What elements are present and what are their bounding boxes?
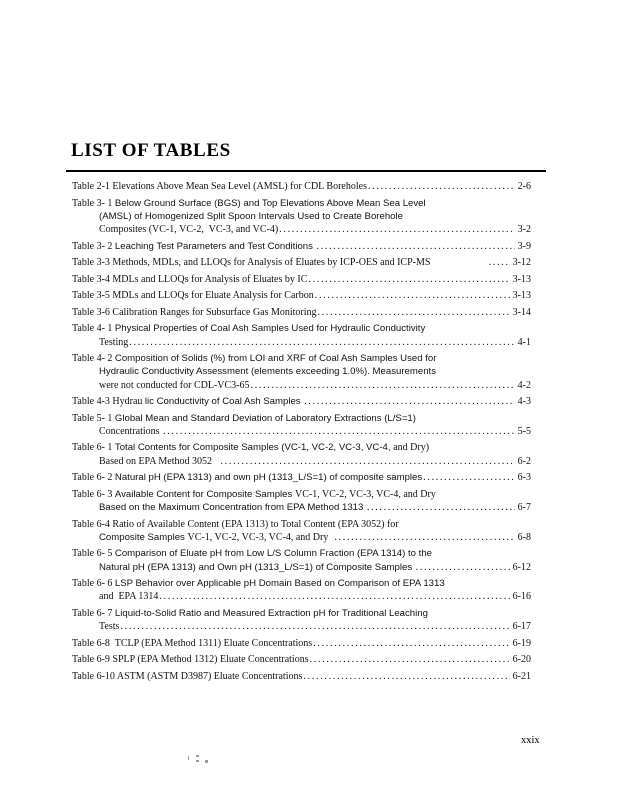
toc-text-segment: Liquid-to-Solid Ratio and Measured Extraction pH for Traditional Leaching: [114, 607, 428, 619]
dot-leader: [303, 670, 509, 683]
page-ref: 6-21: [512, 670, 531, 682]
toc-text-segment: [301, 395, 304, 408]
toc-text-segment: Leaching Test Parameters and Test Conditions: [114, 240, 313, 252]
toc-text-segment: Tests: [99, 621, 120, 633]
toc-line: [72, 670, 531, 683]
toc-line: [72, 412, 531, 425]
page-ref: 4-2: [517, 379, 531, 391]
toc-text-segment: Table 4- 1: [72, 323, 115, 335]
toc-text-segment: Table 3-4 MDLs and LLOQs for Analysis of Eluates by IC: [72, 273, 308, 285]
toc-text-segment: Table 4- 2: [72, 353, 115, 365]
toc-text-segment: and EPA 1314: [99, 591, 159, 603]
toc-text-segment: Table 4-3 Hydrau: [72, 396, 145, 408]
toc-entry: [72, 518, 531, 544]
toc-entry: [72, 547, 531, 573]
toc-line: [72, 607, 531, 620]
toc-text-segment: Table 6-4 Ratio of Available Content (EPA 1313) to Total Content (EPA 3052) for: [72, 518, 399, 530]
toc-line: [72, 501, 531, 514]
toc-line: [72, 352, 531, 365]
toc-entry: [72, 197, 531, 237]
page-ref: 3-14: [512, 306, 531, 318]
page-ref: 6-2: [517, 455, 531, 467]
toc-text-segment: Global Mean and Standard Deviation of Laboratory Extractions (L/S=1): [114, 412, 416, 424]
toc-line: [72, 441, 531, 454]
dot-leader: [159, 590, 509, 603]
toc-entry: [72, 577, 531, 603]
toc-text-segment: Table 6- 7: [72, 607, 115, 619]
toc-entry: [72, 240, 531, 253]
toc-entry: [72, 488, 531, 514]
toc-text-segment: Total Contents for Composite Samples (VC-1, VC-2, VC-3, VC-4,: [114, 442, 394, 454]
toc-line: [72, 306, 531, 319]
toc-line: [72, 425, 531, 438]
page-ref: 3-12: [512, 257, 531, 269]
page-ref: 5-5: [517, 425, 531, 437]
page-ref: 6-19: [512, 637, 531, 649]
dot-leader: [251, 379, 515, 392]
toc-text-segment: LSP Behavior over Applicable pH Domain Based on Comparison of EPA 1313: [114, 578, 445, 590]
toc-line: [72, 531, 531, 544]
page-ref: 6-8: [517, 531, 531, 543]
toc-line: [72, 577, 531, 590]
header-rule-divider: [66, 170, 546, 172]
toc-text-segment: Below Ground Surface (BGS) and Top Elevations Above Mean Sea Level: [114, 197, 426, 209]
page-ref: 6-16: [512, 591, 531, 603]
toc-text-segment: Table 6- 6: [72, 578, 115, 590]
toc-text-segment: Comparison of Eluate pH from Low L/S Column Fraction (EPA 1314) to the: [114, 548, 433, 560]
toc-line: [72, 240, 531, 253]
page-ref: 2-6: [517, 181, 531, 192]
toc-line: [72, 180, 531, 193]
toc-text-segment: Table 3-6 Calibration Ranges for Subsurface Gas Monitoring: [72, 306, 317, 318]
toc-text-segment: Table 3- 2: [72, 240, 115, 252]
toc-text-segment: Composite Samples: [99, 531, 188, 543]
toc-entry: [72, 256, 531, 269]
toc-entry: [72, 306, 531, 319]
toc-line: [72, 518, 531, 531]
toc-entry: [72, 471, 531, 484]
toc-text-segment: lic Conductivity of Coal Ash Samples: [144, 396, 301, 408]
toc-entry: [72, 289, 531, 302]
page-ref: 4-1: [517, 336, 531, 348]
toc-line: [72, 210, 531, 223]
toc-entry: [72, 653, 531, 666]
dot-leader: [318, 306, 510, 319]
toc-text-segment: Table 6- 1: [72, 442, 115, 454]
toc-line: [72, 471, 531, 484]
toc-text-segment: Natural pH (EPA 1313) and own pH (1313_L/S=1) of composite samples: [114, 472, 423, 484]
toc-line: [72, 223, 531, 236]
toc-text-segment: Table 6-9 SPLP (EPA Method 1312) Eluate Concentrations: [72, 654, 309, 666]
toc-entry: [72, 395, 531, 408]
toc-text-segment: [313, 240, 316, 253]
toc-line: [72, 336, 531, 349]
dot-leader: [313, 637, 509, 650]
footer-artifact-mark: [188, 756, 189, 760]
page-ref: 6-3: [517, 472, 531, 484]
dot-leader: [129, 336, 514, 349]
toc-line: [72, 365, 531, 378]
dot-leader: [315, 289, 510, 302]
toc-text-segment: Composites (VC-1, VC-2, VC-3, and VC-4): [99, 223, 279, 235]
page-ref: 3-2: [517, 223, 531, 235]
dot-leader: [163, 425, 515, 438]
dot-leader-short: .....: [488, 257, 510, 269]
dot-leader: [368, 180, 515, 193]
toc-text-segment: [412, 561, 415, 574]
toc-line: [72, 653, 531, 666]
toc-line: [72, 561, 531, 574]
toc-text-segment: Physical Properties of Coal Ash Samples Used for Hydraulic Conductivity: [114, 323, 426, 335]
toc-text-segment: Table 2-1 Elevations Above Mean Sea Level (AMSL) for CDL Boreholes: [72, 181, 367, 192]
dot-leader: [334, 531, 514, 544]
toc-line: [72, 197, 531, 210]
dot-leader: [423, 471, 514, 484]
toc-text-segment: Table 3-5 MDLs and LLOQs for Eluate Analysis for Carbon: [72, 290, 314, 302]
toc-line: [72, 455, 531, 468]
toc-text-segment: Table 6-8 TCLP (EPA Method 1311) Eluate Concentrations: [72, 637, 313, 649]
dot-leader: [279, 223, 514, 236]
toc-line: [72, 256, 531, 269]
toc-text-segment: were not conducted for CDL-VC3-65: [99, 379, 250, 391]
page-ref: 6-17: [512, 621, 531, 633]
page-ref: 3-9: [517, 240, 531, 252]
dot-leader: [308, 273, 509, 286]
toc-line: [72, 488, 531, 501]
page-ref: 3-13: [512, 273, 531, 285]
footer-page-number: xxix: [521, 735, 540, 746]
toc-line: [72, 620, 531, 633]
dot-leader: [304, 395, 515, 408]
toc-entry: [72, 441, 531, 467]
dot-leader: [416, 561, 510, 574]
dot-leader: [367, 501, 515, 514]
toc-entry: [72, 607, 531, 633]
toc-text-segment: Table 6-10 ASTM (ASTM D3987) Eluate Concentrations: [72, 670, 303, 682]
toc-text-segment: Natural pH (EPA 1313) and Own pH (1313_L/S=1) of Composite Samples: [99, 561, 413, 573]
page-ref: 3-13: [512, 290, 531, 302]
dot-leader: [120, 620, 509, 633]
toc-text-segment: Composition of Solids (%) from LOI and XRF of Coal Ash Samples Used for: [114, 353, 437, 365]
dot-leader: [316, 240, 514, 253]
toc-text-segment: Table 3-3 Methods, MDLs, and LLOQs for Analysis of Eluates by ICP-OES and ICP-MS: [72, 257, 431, 269]
toc-text-segment: Table 3- 1: [72, 197, 115, 209]
page-ref: 6-12: [512, 561, 531, 573]
toc-entry: [72, 322, 531, 348]
toc-text-segment: VC-1, VC-2, VC-3, VC-4, and Dry: [294, 488, 436, 500]
toc-text-segment: (AMSL) of Homogenized Split Spoon Intervals Used to Create Borehole: [99, 210, 403, 222]
page-ref: 6-20: [512, 654, 531, 666]
toc-entry: [72, 352, 531, 392]
toc-entry: [72, 637, 531, 650]
toc-line: [72, 590, 531, 603]
page-ref: 4-3: [517, 396, 531, 408]
toc-line: [72, 547, 531, 560]
toc-entry: [72, 180, 531, 193]
toc-line: [72, 289, 531, 302]
toc-text-segment: Concentrations: [99, 425, 163, 437]
footer-artifact-mark: [205, 760, 208, 763]
footer-artifact-mark: [196, 760, 199, 762]
toc-entry: [72, 412, 531, 438]
toc-text-segment: Table 5- 1: [72, 412, 115, 424]
toc-text-segment: Testing: [99, 336, 129, 348]
toc-entry: [72, 273, 531, 286]
page-ref: 6-7: [517, 502, 531, 514]
toc-entry: [72, 670, 531, 683]
toc-line: [72, 637, 531, 650]
toc-text-segment: VC-1, VC-2, VC-3, VC-4, and Dry: [187, 531, 334, 543]
page-title: LIST OF TABLES: [71, 139, 231, 161]
toc-line: [72, 395, 531, 408]
dot-leader: [310, 653, 510, 666]
toc-entries: [72, 180, 531, 686]
toc-line: [72, 273, 531, 286]
dot-leader: [220, 455, 514, 468]
toc-text-segment: and Dry): [393, 442, 430, 454]
toc-line: [72, 322, 531, 335]
toc-text-segment: Table 6- 2: [72, 472, 115, 484]
toc-text-segment: Table 6- 5: [72, 548, 115, 560]
toc-text-segment: [363, 501, 366, 514]
toc-text-segment: Based on EPA Method 3052: [99, 455, 220, 467]
toc-text-segment: Table 6- 3: [72, 488, 115, 500]
footer-artifact-mark: [196, 755, 199, 757]
toc-text-segment: Based on the Maximum Concentration from EPA Method 1313: [99, 502, 364, 514]
toc-line: [72, 379, 531, 392]
toc-text-segment: Available Content for Composite Samples: [114, 488, 295, 500]
toc-text-segment: Hydraulic Conductivity Assessment (elements exceeding 1.0%). Measurements: [99, 366, 436, 378]
